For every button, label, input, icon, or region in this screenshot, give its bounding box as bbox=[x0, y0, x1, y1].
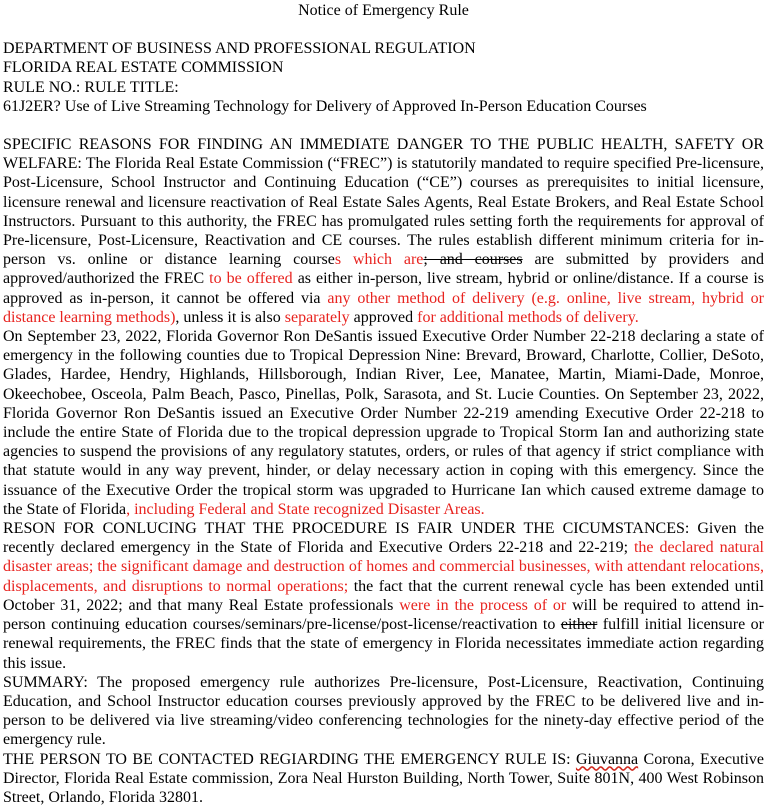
paragraph-specific-reasons bbox=[3, 135, 764, 327]
text-run: are submitted by providers and approved/authorized the FREC bbox=[3, 251, 765, 288]
text-run: THE PERSON TO BE CONTACTED REGIARDING THE EMERGENCY RULE IS: bbox=[3, 750, 576, 768]
inserted-text: , including Federal and State recognized Disaster Areas. bbox=[126, 500, 485, 518]
text-run: On September 23, 2022, Florida Governor Ron DeSantis issued Executive Order Number 22-218 declaring a state of emergency in the following counties due to Tropical Depression Nine: Brevard, Broward, Charlotte, Collier, DeSoto, Glades, Hardee, Hendry, Highlands, Hillsborough, Indian River, Lee, Manatee, Martin, Miami-Dade, Monroe, Okeechobee, Osceola, Palm Beach, Pasco, Pinellas, Polk, Sarasota, and St. Lucie Counties. On September 23, 2022, Florida Governor Ron DeSantis issued an Executive Order Number 22-219 amending Executive Order 22-218 to include the entire State of Florida due to the tropical depression upgrade to Tropical Storm Ian and authorizing state agencies to suspend the provisions of any regulatory statutes, orders, or rules of that agency if strict compliance with that statute would in any way prevent, hinder, or delay necessary action in coping with this emergency. Since the issuance of the Executive Order the tropical storm was upgraded to Hurricane Ian which caused extreme damage to the State of Florida bbox=[3, 328, 764, 518]
document-title: Notice of Emergency Rule bbox=[298, 2, 469, 19]
rule-heading: RULE NO.: RULE TITLE: bbox=[3, 78, 179, 96]
contact-first-name: Giuvanna bbox=[575, 750, 639, 768]
inserted-text: for additional methods of delivery. bbox=[417, 308, 639, 326]
inserted-text: the declared natural disaster areas; the significant damage and destruction of homes and commercial businesses, with attendant relocations, displacements, and disruptions to normal operations; bbox=[3, 539, 764, 595]
paragraph-executive-orders bbox=[3, 327, 764, 519]
text-run: approved bbox=[349, 308, 418, 326]
rule-title: 61J2ER? Use of Live Streaming Technology for Delivery of Approved In-Person Education Courses bbox=[3, 97, 647, 115]
blank-line bbox=[3, 116, 764, 135]
text-run: fulfill initial licensure or renewal requirements, the FREC finds that the state of emergency in Florida necessitates immediate action regarding this issue. bbox=[3, 616, 765, 672]
paragraph-reason-fair bbox=[3, 519, 764, 673]
department-name: DEPARTMENT OF BUSINESS AND PROFESSIONAL REGULATION bbox=[3, 40, 476, 58]
text-run: RESON FOR CONLUCING THAT THE PROCEDURE IS FAIR UNDER THE CICUMSTANCES: Given the recently declared emergency in the State of Florida and Executive Orders 22-218 and 22-219; bbox=[3, 520, 764, 557]
text-run: SPECIFIC REASONS FOR FINDING AN IMMEDIATE DANGER TO THE PUBLIC HEALTH, SAFETY OR WELFARE: The Florida Real Estate Commission (“FREC”) is statutorily mandated to require specified Pre-licensure, Post-Licensure, School Instructor and Continuing Education (“CE”) courses as prerequisites to initial licensure, licensure renewal and licensure reactivation of Real Estate Sales Agents, Real Estate Brokers, and Real Estate School Instructors. Pursuant to this authority, the FREC has promulgated rules setting forth the requirements for approval of Pre-licensure, Post-Licensure, Reactivation and CE courses. The rules establish different minimum criteria for in-person vs. online or distance learning course bbox=[3, 136, 764, 269]
text-run: as either in-person, live stream, hybrid or online/distance. If a course is approved as in-person, it cannot be offered via bbox=[3, 270, 765, 307]
text-run: Corona, Executive Director, Florida Real Estate commission, Zora Neal Hurston Building, North Tower, Suite 801N, 400 West Robinson Street, Orlando, Florida 32801. bbox=[3, 750, 764, 806]
inserted-text: any other method of delivery (e.g. online, live stream, hybrid or distance learning methods) bbox=[3, 289, 764, 326]
text-run: will be required to attend in-person continuing education courses/seminars/pre-license/post-license/reactivation to bbox=[3, 596, 765, 634]
commission-name: FLORIDA REAL ESTATE COMMISSION bbox=[3, 59, 284, 77]
paragraph-summary: SUMMARY: The proposed emergency rule authorizes Pre-licensure, Post-Licensure, Reactivation, Continuing Education, and School Instructor education courses previously approved by the FREC to be delivered live and in-person to be delivered via live streaming/video conferencing technologies for the ninety-day effective period of the emergency rule. bbox=[3, 673, 764, 749]
inserted-text: to be offered bbox=[209, 270, 293, 288]
deleted-text: either bbox=[560, 616, 598, 634]
paragraph-contact bbox=[3, 750, 764, 807]
text-run: the fact that the current renewal cycle has been extended until October 31, 2022; and that many Real Estate professionals bbox=[3, 577, 765, 614]
inserted-text: s which are bbox=[334, 251, 424, 269]
deleted-text: ; and courses bbox=[423, 251, 523, 269]
inserted-text: were in the process of or bbox=[399, 596, 567, 614]
inserted-text: separately bbox=[284, 308, 350, 326]
text-run: , unless it is also bbox=[175, 308, 285, 326]
